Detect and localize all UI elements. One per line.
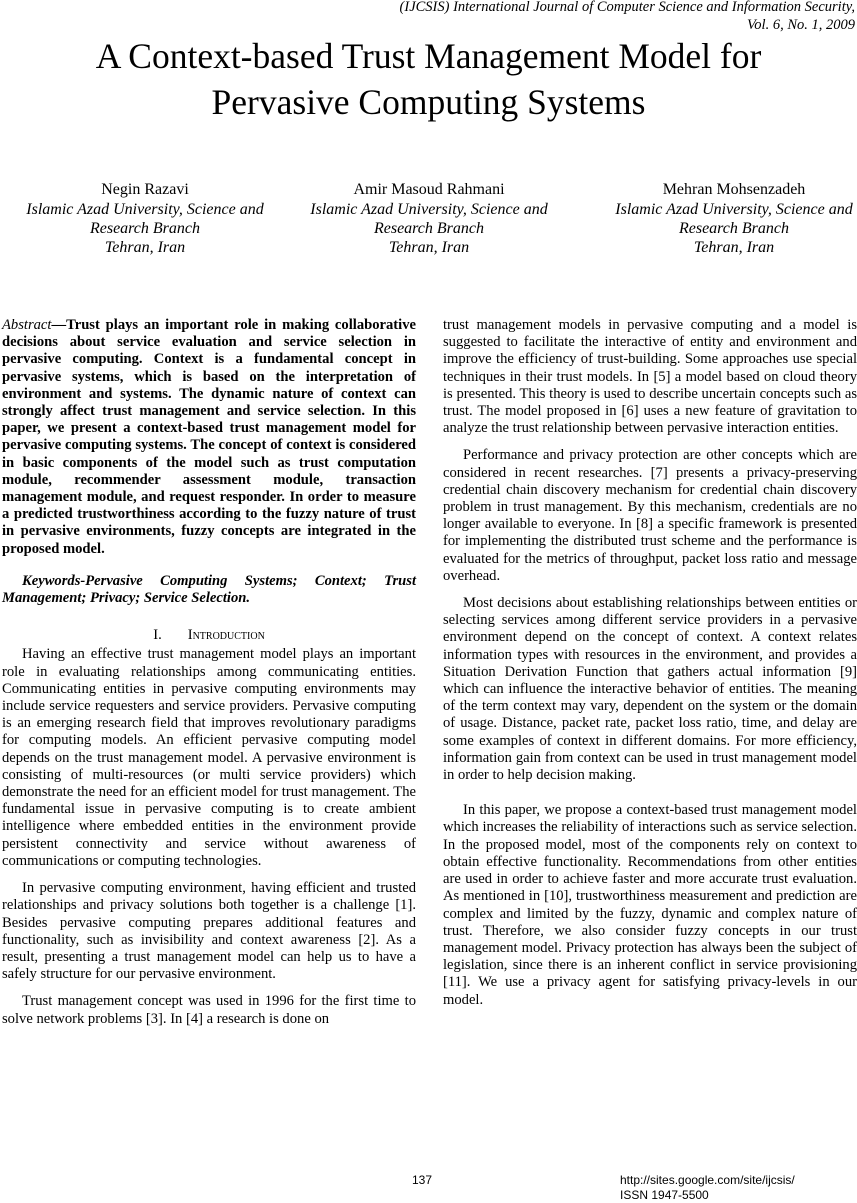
author-location: Tehran, Iran <box>388 239 470 256</box>
author-affiliation: Islamic Azad University, Science and <box>310 201 548 218</box>
author-block-3 <box>589 180 857 257</box>
abstract-text: —Trust plays an important role in making collaborative decisions about service evaluation and service selection in pervasive computing. Context is a fundamental concept in pervasive systems, which is based on the interpretation of environment and systems. The dynamic nature of context can strongly affect trust management and service selection. In this paper, we present a context-based trust management model for pervasive computing systems. The concept of context is considered in basic components of the model such as trust computation module, recommender assessment module, transaction management module, and request responder. In order to measure a predicted trustworthiness according to the fuzzy nature of trust in pervasive environments, fuzzy concepts are integrated in the proposed model. <box>2 317 416 557</box>
body-paragraph: Most decisions about establishing relationships between entities or selecting services among different service providers in a pervasive environment depend on the concept of context. A context relates information types with resources in the environment, and provides a Situation Derivation Function that gathers actual information [9] which can influence the interactive behavior of entities. The meaning of the term context may vary, dependent on the system or the domain of usage. Distance, packet rate, packet loss ratio, time, and delay are some examples of context in different domains. For more efficiency, information gain from context can be used in trust management model in order to help decision making. <box>443 595 857 784</box>
body-paragraph: Having an effective trust management model plays an important role in evaluating relationships among communicating entities. Communicating entities in pervasive computing environments may include service requesters and service providers. Pervasive computing is an emerging research field that improves revolutionary paradigms for computing models. An efficient pervasive computing model depends on the trust management model. A pervasive environment is consisting of multi-resources (or multi service providers) which demonstrate the need for an efficient model for trust management. The fundamental issue in pervasive computing is to create ambient intelligence where embedded entities in the environment provide persistent connectivity and service without awareness of communications or computing technologies. <box>2 646 416 869</box>
author-block-2 <box>284 180 574 257</box>
journal-header <box>400 0 855 34</box>
body-paragraph: trust management models in pervasive computing and a model is suggested to facilitate the interactive of entity and environment and improve the efficiency of trust-building. Some approaches use special techniques in their trust models. In [5] a model based on cloud theory is presented. This theory is used to describe uncertain concepts such as trust. The model proposed in [6] uses a new feature of gravitation to analyze the trust relationship between pervasive interaction entities. <box>443 317 857 437</box>
journal-volume: Vol. 6, No. 1, 2009 <box>747 17 855 33</box>
section-number: I. <box>153 627 162 644</box>
section-heading <box>2 627 416 644</box>
footer-url[interactable]: http://sites.google.com/site/ijcsis/ <box>620 1173 795 1187</box>
author-affiliation: Islamic Azad University, Science and <box>26 201 264 218</box>
body-paragraph: Performance and privacy protection are other concepts which are considered in recent researches. [7] presents a privacy-preserving credential chain discovery mechanism for credential chain discovery problem in trust management. By this mechanism, credentials are no longer available to everyone. In [8] a specific framework is presented for implementing the distributed trust scheme and the performance is evaluated for the metrics of throughput, packet loss ratio and message overhead. <box>443 447 857 584</box>
footer-info <box>620 1173 795 1203</box>
section-title: Introduction <box>187 627 265 644</box>
abstract-label: Abstract <box>2 317 52 333</box>
author-name: Amir Masoud Rahmani <box>353 181 505 198</box>
footer-issn: ISSN 1947-5500 <box>620 1188 709 1202</box>
left-column <box>2 317 416 1038</box>
author-name: Mehran Mohsenzadeh <box>662 181 806 198</box>
title-line-1: A Context-based Trust Management Model for <box>95 36 762 76</box>
author-block-1 <box>0 180 290 257</box>
body-paragraph: In this paper, we propose a context-based trust management model which increases the reliability of interactions such as service selection. In the proposed model, most of the components rely on context to obtain effective functionality. Recommendations from other entities are used in order to achieve faster and more accurate trust evaluation. As mentioned in [10], trustworthiness measurement and prediction are complex and limited by the fuzzy, dynamic and complex nature of trust. Therefore, we also consider fuzzy concepts in our trust management model. Privacy protection has always been the subject of legislation, since there is an inherent conflict in service provisioning [11]. We use a privacy agent for satisfying privacy-levels in our model. <box>443 802 857 1008</box>
author-affiliation: Research Branch <box>89 220 201 237</box>
author-location: Tehran, Iran <box>693 239 775 256</box>
abstract <box>2 317 416 558</box>
author-location: Tehran, Iran <box>104 239 186 256</box>
author-name: Negin Razavi <box>101 181 189 198</box>
author-affiliation: Research Branch <box>678 220 790 237</box>
keywords-label: Keywords- <box>22 572 86 589</box>
body-paragraph: Trust management concept was used in 1996 for the first time to solve network problems [3]. In [4] a research is done on <box>2 993 416 1027</box>
keywords <box>2 573 416 607</box>
paper-title <box>0 33 857 125</box>
right-column <box>443 317 857 1019</box>
author-affiliation: Research Branch <box>373 220 485 237</box>
body-paragraph: In pervasive computing environment, having efficient and trusted relationships and privacy solutions both together is a challenge [1]. Besides pervasive computing prepares additional features and functionality, such as invisibility and context awareness [2]. As a result, presenting a trust management model can help us to have a safely structure for our pervasive environment. <box>2 880 416 983</box>
title-line-2: Pervasive Computing Systems <box>211 82 646 122</box>
author-affiliation: Islamic Azad University, Science and <box>615 201 853 218</box>
keywords-text: Pervasive Computing Systems; Context; Trust Management; Privacy; Service Selection. <box>2 572 416 607</box>
journal-name: (IJCSIS) International Journal of Computer Science and Information Security, <box>399 0 855 15</box>
page-number: 137 <box>412 1173 433 1187</box>
